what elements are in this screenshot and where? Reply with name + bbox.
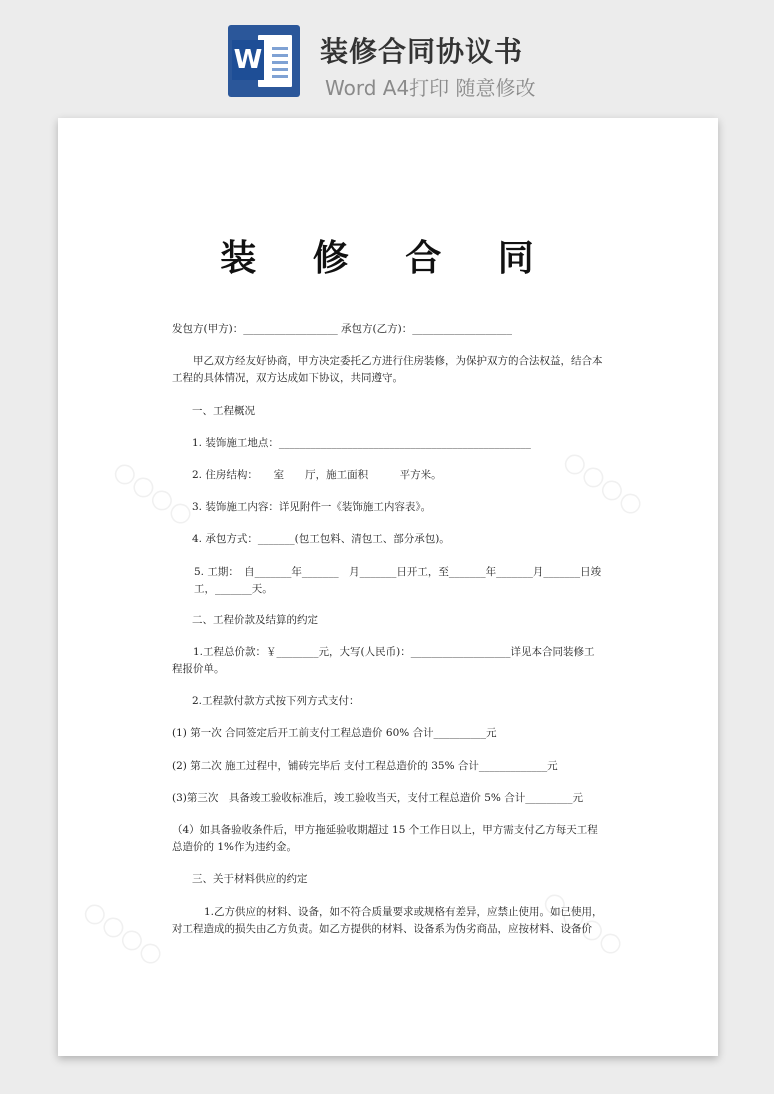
watermark-decoration: ○○○○ [107, 454, 200, 532]
payment-1: (1) 第一次 合同签定后开工前支付工程总造价 60% 合计__________元 [172, 727, 497, 739]
document-title: 装 修 合 同 [220, 238, 556, 279]
clause-2-1: 1.工程总价款：￥________元，大写(人民币)：___________________详见本合同装修工程报价单。 [172, 646, 595, 675]
clause-1-5: 5. 工期： 自_______年_______ 月_______日开工，至_______年_______月_______日竣工，_______天。 [194, 566, 602, 595]
watermark-decoration: ○○○○ [557, 444, 650, 522]
clause-1-1: 1. 装饰施工地点：________________________________________________ [192, 437, 531, 449]
payment-4: （4）如具备验收条件后，甲方拖延验收期超过 15 个工作日以上，甲方需支付乙方每天工程总造价的 1%作为违约金。 [172, 824, 598, 853]
payment-2: (2) 第二次 施工过程中，铺砖完毕后 支付工程总造价的 35% 合计_____________元 [172, 760, 558, 772]
word-icon-letter: W [232, 40, 264, 80]
header-title: 装修合同协议书 [320, 35, 524, 68]
clause-1-4: 4. 承包方式：_______(包工包料、清包工、部分承包)。 [192, 533, 450, 545]
clause-1-3: 3. 装饰施工内容：详见附件一《装饰施工内容表》。 [192, 501, 432, 513]
page-header [0, 0, 774, 110]
header-subtitle: Word A4打印 随意修改 [325, 76, 536, 100]
payment-3: (3)第三次 具备竣工验收标准后，竣工验收当天，支付工程总造价 5% 合计_________元 [172, 792, 583, 804]
section-heading-1: 一、工程概况 [192, 405, 255, 417]
document-page [58, 118, 718, 1056]
watermark-decoration: ○○○○ [537, 884, 630, 962]
clause-2-2: 2.工程款付款方式按下列方式支付： [192, 695, 360, 707]
clause-1-2: 2. 住房结构： 室 厅，施工面积 平方米。 [192, 469, 442, 481]
parties-line: 发包方(甲方)：__________________ 承包方(乙方)：___________________ [172, 323, 512, 335]
word-icon [228, 25, 300, 97]
preamble-paragraph: 甲乙双方经友好协商，甲方决定委托乙方进行住房装修，为保护双方的合法权益，结合本工程的具体情况，双方达成如下协议，共同遵守。 [172, 355, 603, 384]
section-heading-2: 二、工程价款及结算的约定 [192, 614, 318, 626]
watermark-decoration: ○○○○ [77, 894, 170, 972]
clause-3-1: 1.乙方供应的材料、设备，如不符合质量要求或规格有差异，应禁止使用。如已使用，对工程造成的损失由乙方负责。如乙方提供的材料、设备系为伪劣商品，应按材料、设备价 [172, 906, 603, 935]
section-heading-3: 三、关于材料供应的约定 [192, 873, 308, 885]
